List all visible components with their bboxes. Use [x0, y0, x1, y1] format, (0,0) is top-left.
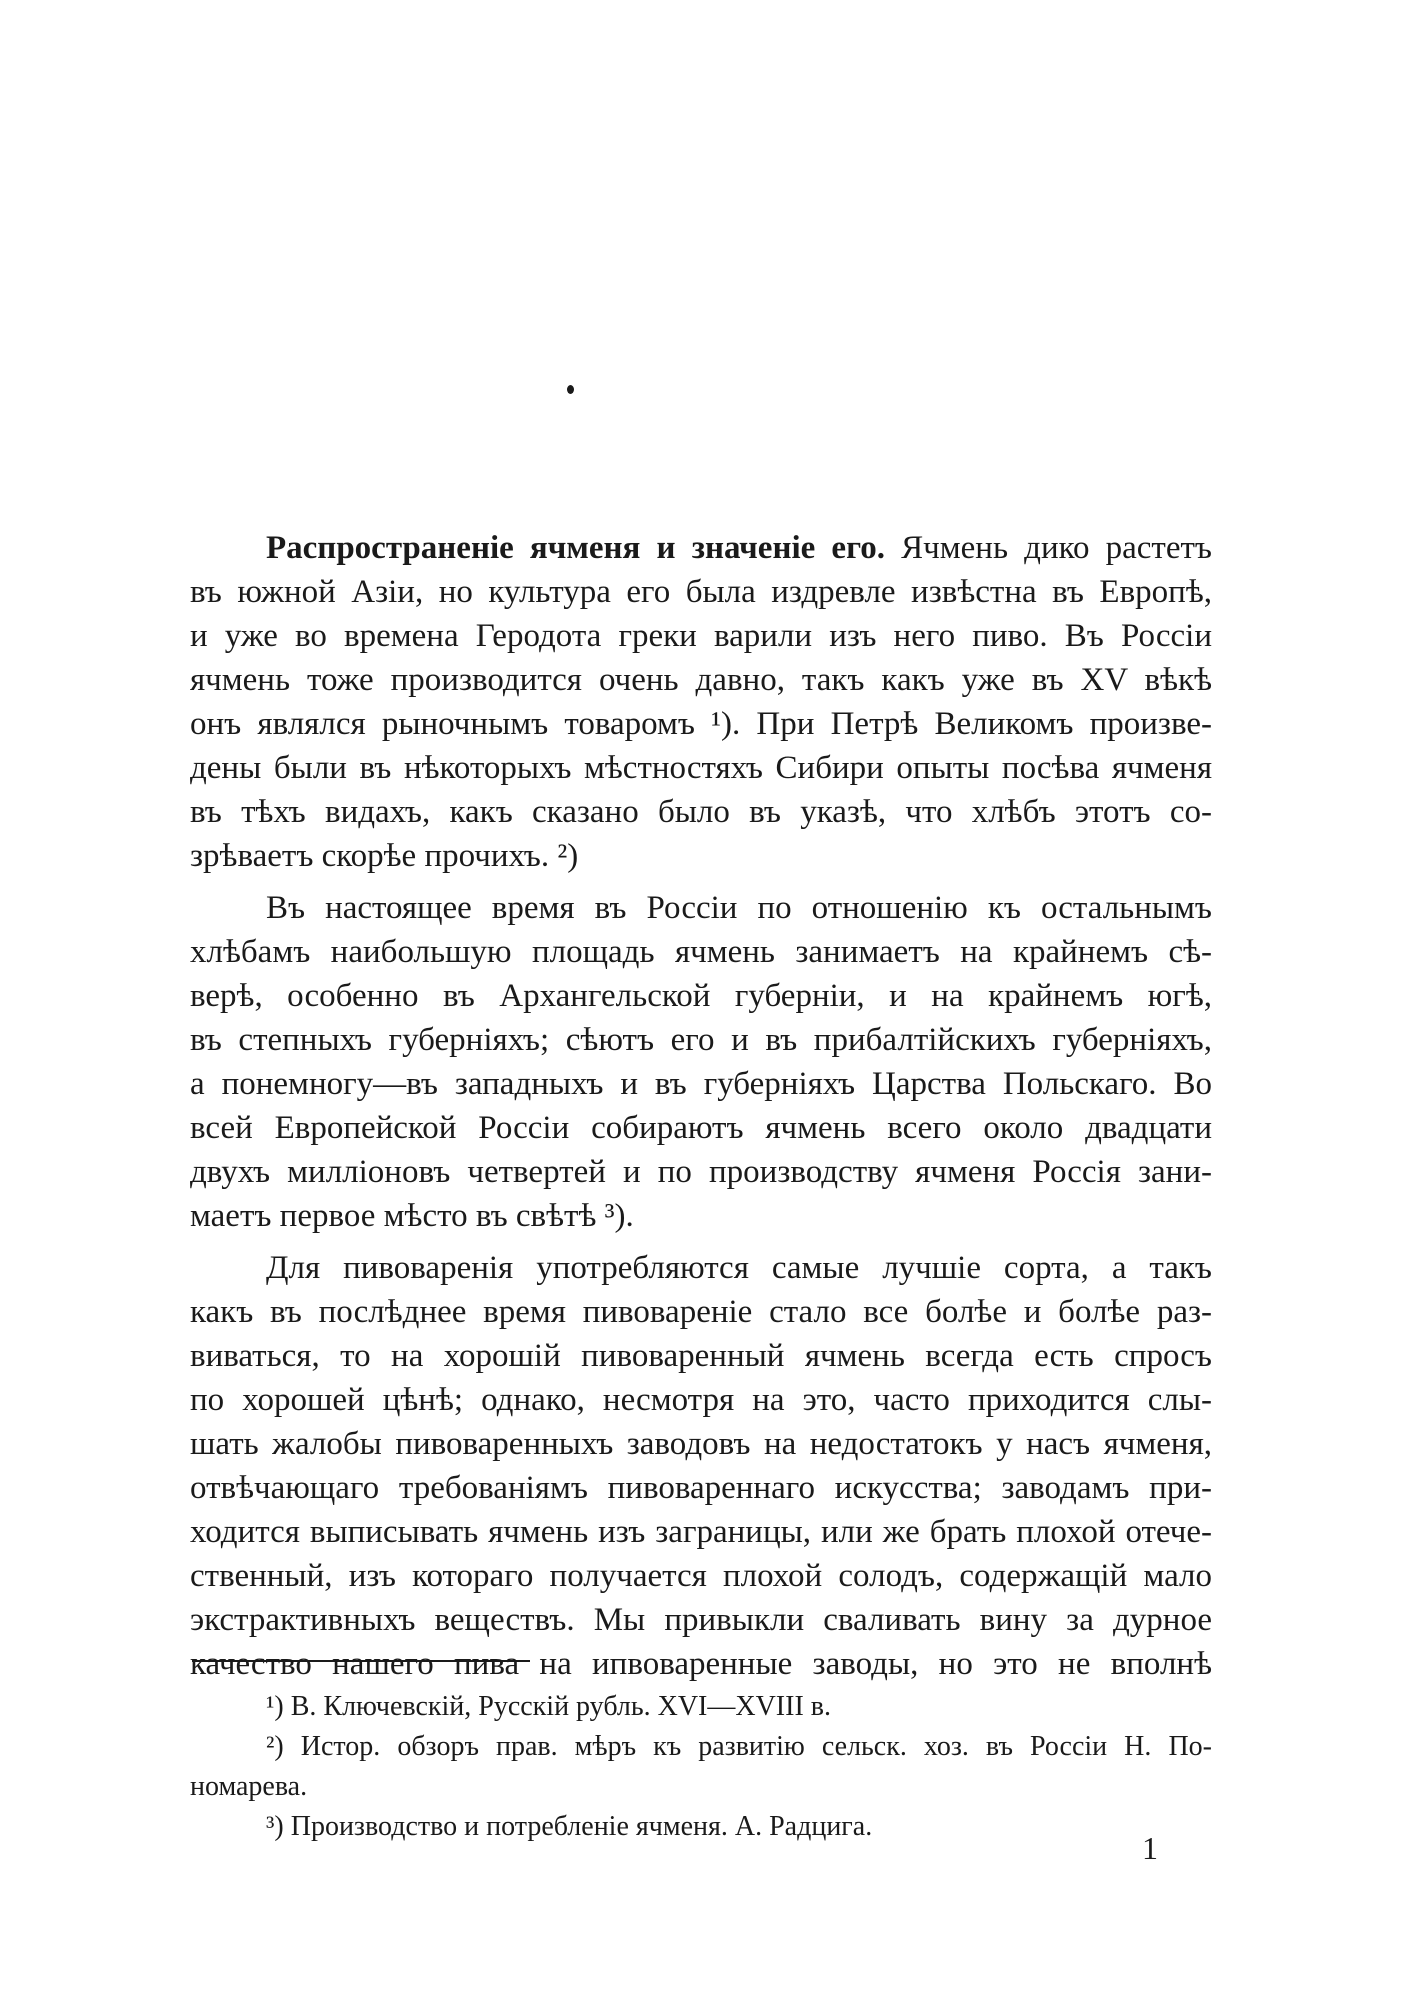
text-line [190, 526, 1212, 570]
text-line: дены были въ нѣкоторыхъ мѣстностяхъ Сибири опыты посѣва ячменя [190, 750, 1212, 786]
text-line: ходится выписывать ячмень изъ заграницы, или же брать плохой отече- [190, 1514, 1212, 1550]
text-line: шать жалобы пивоваренныхъ заводовъ на недостатокъ у насъ ячменя, [190, 1426, 1212, 1462]
paragraph-1 [190, 526, 1212, 878]
text-line: экстрактивныхъ веществъ. Мы привыкли сваливать вину за дурное [190, 1602, 1212, 1638]
text-line: зрѣваетъ скорѣе прочихъ. ²) [190, 838, 579, 874]
text-line: въ степныхъ губерніяхъ; сѣютъ его и въ прибалтійскихъ губерніяхъ, [190, 1022, 1212, 1058]
text-line: и уже во времена Геродота греки варили изъ него пиво. Въ Россіи [190, 618, 1212, 654]
text-line: онъ являлся рыночнымъ товаромъ ¹). При Петрѣ Великомъ произве- [190, 706, 1212, 742]
text-line: ственный, изъ котораго получается плохой солодъ, содержащій мало [190, 1558, 1212, 1594]
text-line: виваться, то на хорошій пивоваренный ячмень всегда есть спросъ [190, 1338, 1212, 1374]
text-line: по хорошей цѣнѣ; однако, несмотря на это, часто приходится слы- [190, 1382, 1212, 1418]
text-line: отвѣчающаго требованіямъ пивовареннаго искусства; заводамъ при- [190, 1470, 1212, 1506]
footnote-divider [192, 1660, 530, 1662]
paragraph-2 [190, 886, 1212, 1238]
text-line: хлѣбамъ наибольшую площадь ячмень занимаетъ на крайнемъ сѣ- [190, 934, 1212, 970]
text-line: всей Европейской Россіи собираютъ ячмень всего около двадцати [190, 1110, 1212, 1146]
page-number: 1 [1142, 1830, 1158, 1866]
text-line: верѣ, особенно въ Архангельской губерніи, и на крайнемъ югѣ, [190, 978, 1212, 1014]
footnote-1: ¹) В. Ключевскій, Русскій рубль. XVI—XVIII в. [266, 1691, 832, 1722]
section-heading: Распространеніе ячменя и значеніе его. [266, 530, 885, 566]
text-line: маетъ первое мѣсто въ свѣтѣ ³). [190, 1198, 634, 1234]
text-line: какъ въ послѣднее время пивовареніе стало все болѣе и болѣе раз- [190, 1294, 1212, 1330]
text-line: двухъ милліоновъ четвертей и по производству ячменя Россія зани- [190, 1154, 1212, 1190]
text-line-fragment: Ячмень дико растетъ [885, 530, 1212, 566]
text-line: а понемногу—въ западныхъ и въ губерніяхъ Царства Польскаго. Во [190, 1066, 1212, 1102]
text-line: въ тѣхъ видахъ, какъ сказано было въ указѣ, что хлѣбъ этотъ со- [190, 794, 1212, 830]
ink-mark [567, 385, 574, 394]
footnote-3: ³) Производство и потребленіе ячменя. А. Радцига. [266, 1811, 873, 1842]
footnote-2-continuation: номарева. [190, 1771, 308, 1802]
main-text [190, 526, 1212, 1686]
text-line: качество нашего пива на ипвоваренные заводы, но это не вполнѣ [190, 1646, 1212, 1682]
text-line: Въ настоящее время въ Россіи по отношенію къ остальнымъ [266, 890, 1212, 926]
text-line: въ южной Азіи, но культура его была издревле извѣстна въ Европѣ, [190, 574, 1212, 610]
paragraph-3 [190, 1246, 1212, 1686]
footnote-2: ²) Истор. обзоръ прав. мѣръ къ развитію сельск. хоз. въ Россіи Н. По- [266, 1731, 1212, 1762]
footnotes [190, 1687, 1212, 1847]
text-line: Для пивоваренія употребляются самые лучшіе сорта, а такъ [266, 1250, 1212, 1286]
text-line: ячмень тоже производится очень давно, такъ какъ уже въ XV вѣкѣ [190, 662, 1212, 698]
